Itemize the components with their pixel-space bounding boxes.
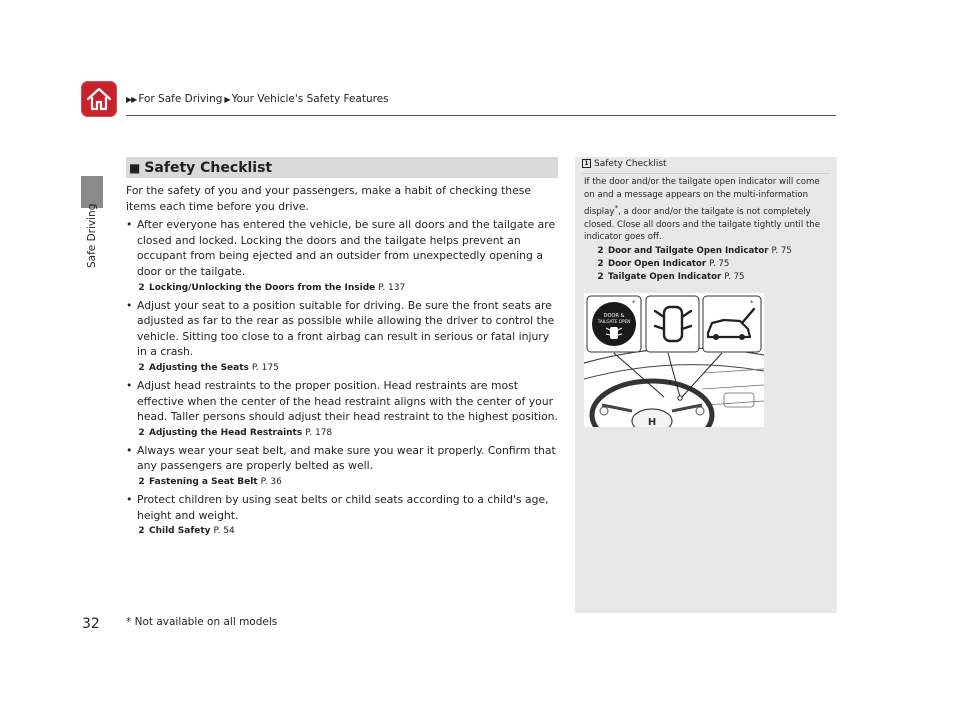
section-title: Safety Checklist: [144, 159, 273, 176]
bullet-dot: •: [126, 492, 133, 506]
footnote-star: *: [614, 202, 619, 212]
illustration-star-2: *: [750, 299, 754, 307]
footnote: * Not available on all models: [126, 616, 278, 628]
reference-arrow-icon: 2: [138, 362, 145, 373]
intro-paragraph: For the safety of you and your passengers, make a habit of checking these items each time before you drive.: [126, 184, 532, 213]
sidebar-paragraph: [584, 176, 830, 244]
reference-page: P. 75: [724, 272, 745, 283]
bullet-dot: •: [126, 218, 133, 232]
checklist-item-text: Adjust head restraints to the proper position. Head restraints are most effective when the center of the head restraint aligns with the center of your head. Taller persons should adjust their head restraint to the highest position.: [137, 378, 558, 424]
reference-arrow-icon: 2: [138, 526, 145, 537]
reference-arrow-icon: 2: [138, 476, 145, 487]
reference-title: Adjusting the Head Restraints: [149, 427, 303, 438]
illustration-message-line2: TAILGATE OPEN: [597, 319, 631, 324]
reference-arrow-icon: 2: [138, 282, 145, 293]
header-divider: [126, 115, 836, 116]
cross-reference-link[interactable]: [126, 476, 558, 489]
reference-page: P. 75: [771, 246, 792, 257]
reference-title: Adjusting the Seats: [149, 362, 249, 373]
reference-title: Door and Tailgate Open Indicator: [608, 246, 769, 257]
breadcrumb-arrows-icon: ▶▶: [126, 94, 137, 104]
home-button[interactable]: [81, 81, 117, 117]
checklist-item: [126, 298, 558, 360]
bullet-dot: •: [126, 298, 133, 312]
sidebar-title: Safety Checklist: [594, 158, 667, 169]
reference-title: Fastening a Seat Belt: [149, 476, 258, 487]
note-number-icon: 1: [582, 159, 591, 168]
checklist-item: [126, 492, 558, 523]
breadcrumb-separator-icon: ▶: [224, 94, 230, 104]
checklist-item-text: Adjust your seat to a position suitable for driving. Be sure the front seats are adjusted as far to the rear as possible while allowing the driver to control the vehicle. Sitting too close to a front airbag can result in serious or fatal injury in a crash.: [137, 298, 555, 359]
reference-title: Child Safety: [149, 526, 211, 537]
page-number: 32: [82, 616, 100, 632]
reference-title: Locking/Unlocking the Doors from the Inside: [149, 282, 376, 293]
reference-title: Door Open Indicator: [608, 259, 707, 270]
reference-arrow-icon: 2: [597, 259, 604, 270]
sidebar-cross-reference[interactable]: [584, 271, 830, 284]
reference-arrow-icon: 2: [597, 272, 604, 283]
sidebar-text: If the door and/or the tailgate open indicator will come on and a message appears on the multi-information display: [584, 177, 820, 217]
sidebar-body: [584, 176, 830, 284]
breadcrumb-item-safety-features[interactable]: Your Vehicle's Safety Features: [231, 93, 389, 105]
home-icon: [86, 87, 112, 111]
reference-page: P. 175: [251, 362, 279, 373]
checklist-item: [126, 217, 558, 279]
checklist-item-text: After everyone has entered the vehicle, be sure all doors and the tailgate are closed and locked. Locking the doors and the tailgate helps prevent an occupant from being ejected and an outsider from unexpectedly opening a door or the tailgate.: [137, 218, 556, 278]
breadcrumb: [126, 93, 389, 105]
reference-arrow-icon: 2: [597, 246, 604, 257]
bullet-dot: •: [126, 443, 133, 457]
reference-page: P. 36: [260, 476, 282, 487]
illustration-star-1: *: [632, 299, 636, 307]
sidebar-divider: [582, 173, 830, 174]
cross-reference-link[interactable]: [126, 427, 558, 440]
reference-page: P. 178: [305, 427, 333, 438]
bullet-dot: •: [126, 378, 133, 392]
cross-reference-link[interactable]: [126, 525, 558, 538]
sidebar-heading: [575, 157, 837, 170]
reference-page: P. 54: [213, 526, 235, 537]
cross-reference-link[interactable]: [126, 282, 558, 295]
checklist-item-text: Always wear your seat belt, and make sure you wear it properly. Confirm that any passengers are properly belted as well.: [137, 443, 556, 473]
checklist-item: [126, 443, 558, 474]
reference-title: Tailgate Open Indicator: [608, 272, 722, 283]
reference-page: P. 75: [709, 259, 730, 270]
section-heading: [126, 157, 558, 178]
checklist-item-text: Protect children by using seat belts or child seats according to a child's age, height and weight.: [137, 492, 549, 522]
dashboard-indicator-illustration: [584, 293, 764, 427]
main-content: [126, 183, 558, 541]
reference-arrow-icon: 2: [138, 427, 145, 438]
svg-text:H: H: [647, 417, 657, 427]
section-marker-icon: ■: [129, 160, 141, 175]
breadcrumb-item-for-safe-driving[interactable]: For Safe Driving: [138, 93, 223, 105]
sidebar-text: , a door and/or the tailgate is not completely closed. Close all doors and the tailgate tightly until the indicator goes off.: [584, 206, 821, 243]
reference-page: P. 137: [378, 282, 406, 293]
sidebar-cross-reference[interactable]: [584, 245, 830, 258]
checklist-item: [126, 378, 558, 425]
chapter-side-label: Safe Driving: [86, 203, 98, 268]
illustration-message-line1: DOOR &: [603, 313, 625, 319]
cross-reference-link[interactable]: [126, 362, 558, 375]
sidebar-cross-reference[interactable]: [584, 258, 830, 271]
